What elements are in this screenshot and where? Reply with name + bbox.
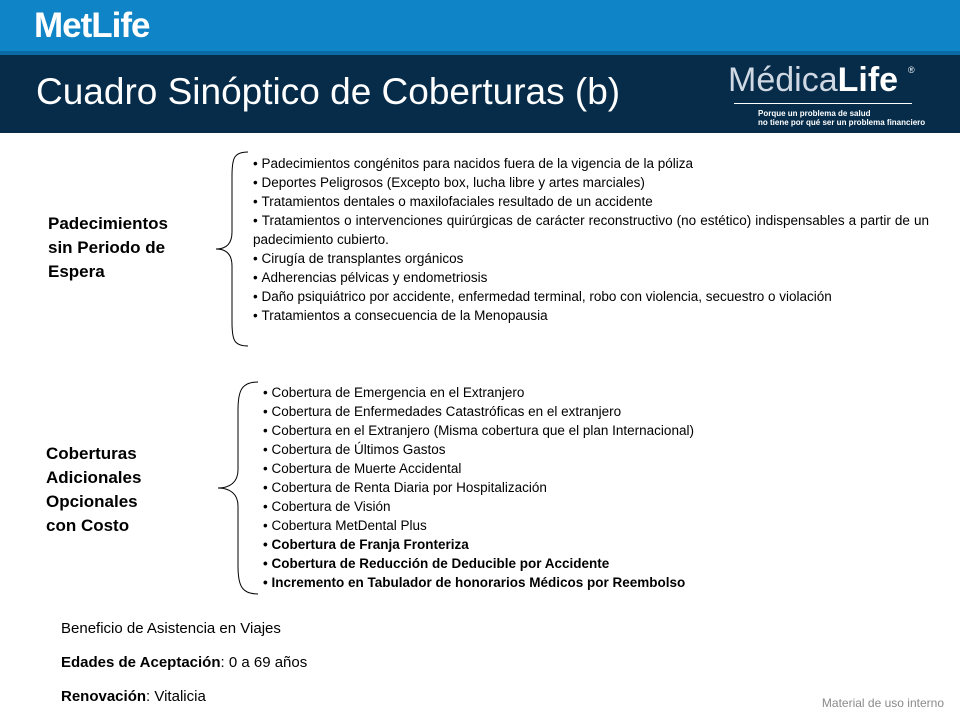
medicalife-tagline-1: Porque un problema de salud — [758, 109, 871, 118]
list-item: • Incremento en Tabulador de honorarios Médicos por Reembolso — [263, 573, 823, 592]
section2-label-line: con Costo — [46, 516, 130, 535]
section2-label-line: Coberturas — [46, 444, 137, 463]
list-item: • Cobertura en el Extranjero (Misma cobertura que el plan Internacional) — [263, 421, 823, 440]
section1-brace — [214, 150, 252, 348]
section1-label-line: Espera — [48, 262, 105, 281]
list-item: • Daño psiquiátrico por accidente, enfermedad terminal, robo con violencia, secuestro o violación — [253, 287, 929, 306]
footer-note: Material de uso interno — [821, 696, 944, 710]
section2-label-line: Opcionales — [46, 492, 138, 511]
list-item: • Cirugía de transplantes orgánicos — [253, 249, 929, 268]
medicalife-tagline-2: no tiene por qué ser un problema financiero — [758, 118, 926, 127]
travel-assistance-text: Beneficio de Asistencia en Viajes — [61, 620, 281, 637]
medicalife-logo — [722, 61, 926, 127]
ages-label: Edades de Aceptación — [61, 654, 221, 671]
section1-label — [48, 212, 168, 284]
medicalife-rule — [734, 103, 912, 104]
list-item: • Cobertura de Franja Fronteriza — [263, 535, 823, 554]
medicalife-brand-thin: Médica — [728, 61, 838, 99]
section2-label — [46, 442, 141, 538]
renewal-line — [61, 688, 206, 705]
ages-line — [61, 654, 307, 671]
medicalife-brand — [728, 61, 898, 100]
renewal-value: : Vitalicia — [146, 688, 206, 705]
metlife-logo: MetLife — [34, 6, 150, 45]
section2-list — [263, 383, 823, 592]
medicalife-brand-bold: Life — [837, 61, 899, 99]
list-item: • Deportes Peligrosos (Excepto box, lucha libre y artes marciales) — [253, 173, 929, 192]
ages-value: : 0 a 69 años — [220, 654, 308, 671]
section2-brace — [216, 378, 262, 598]
list-item: • Tratamientos a consecuencia de la Menopausia — [253, 306, 929, 325]
section1-label-line: Padecimientos — [48, 214, 168, 233]
renewal-label: Renovación — [61, 688, 147, 705]
top-bar — [0, 0, 960, 55]
section1-label-line: sin Periodo de — [48, 238, 166, 257]
list-item: • Cobertura de Muerte Accidental — [263, 459, 823, 478]
page-title: Cuadro Sinóptico de Coberturas (b) — [36, 71, 621, 112]
list-item: • Tratamientos o intervenciones quirúrgicas de carácter reconstructivo (no estético) indispensables a partir de un padecimiento cubierto. — [253, 211, 929, 249]
list-item: • Cobertura de Visión — [263, 497, 823, 516]
list-item: • Cobertura de Últimos Gastos — [263, 440, 823, 459]
list-item: • Adherencias pélvicas y endometriosis — [253, 268, 929, 287]
registered-mark: ® — [908, 65, 915, 75]
list-item: • Cobertura de Emergencia en el Extranjero — [263, 383, 823, 402]
list-item: • Cobertura de Reducción de Deducible por Accidente — [263, 554, 823, 573]
section2-label-line: Adicionales — [46, 468, 142, 487]
section1-list — [253, 154, 929, 325]
title-bar — [0, 55, 960, 133]
list-item: • Cobertura MetDental Plus — [263, 516, 823, 535]
list-item: • Padecimientos congénitos para nacidos fuera de la vigencia de la póliza — [253, 154, 929, 173]
list-item: • Tratamientos dentales o maxilofaciales resultado de un accidente — [253, 192, 929, 211]
list-item: • Cobertura de Enfermedades Catastróficas en el extranjero — [263, 402, 823, 421]
list-item: • Cobertura de Renta Diaria por Hospitalización — [263, 478, 823, 497]
